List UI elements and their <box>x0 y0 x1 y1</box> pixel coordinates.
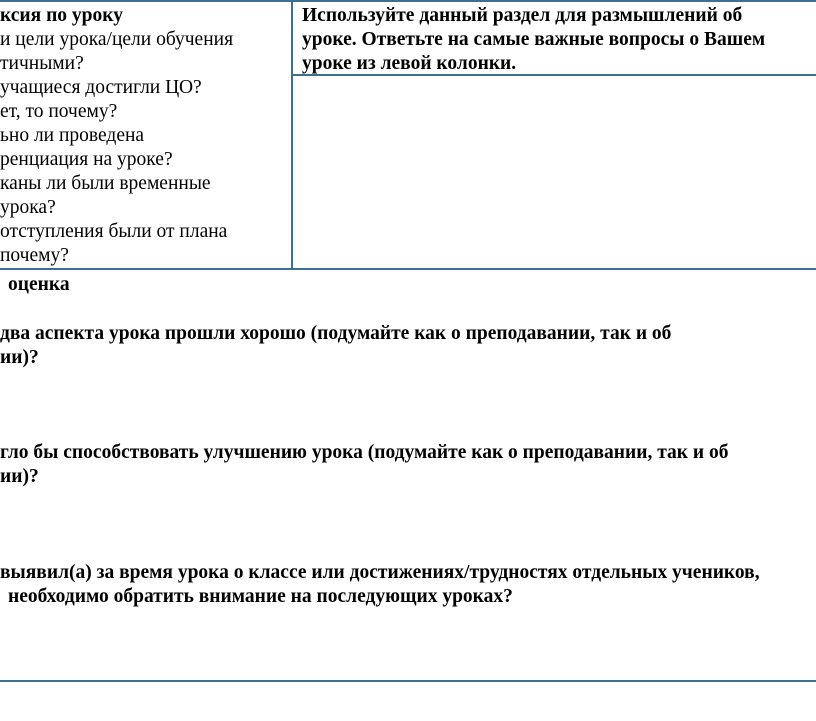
question-3-line-1: выявил(а) за время урока о классе или достижениях/трудностях отдельных учеников, <box>0 562 760 583</box>
question-1-line-1: два аспекта урока прошли хорошо (подумайте как о преподавании, так и об <box>0 323 672 344</box>
left-cell-line: учащиеся достигли ЦО? <box>0 77 202 98</box>
question-1-line-2: ии)? <box>0 347 39 368</box>
left-cell-line: тичными? <box>0 53 84 74</box>
section-bottom-border <box>0 680 816 682</box>
left-cell-line: и цели урока/цели обучения <box>0 29 234 50</box>
table-column-divider <box>291 0 293 270</box>
left-cell-line: урока? <box>0 197 56 218</box>
left-cell-line: ренциация на уроке? <box>0 149 173 170</box>
right-cell-line: Используйте данный раздел для размышлений об <box>302 5 743 26</box>
left-cell-line: ет, то почему? <box>0 101 118 122</box>
left-cell-line: каны ли были временные <box>0 173 211 194</box>
left-cell-line: почему? <box>0 245 69 266</box>
left-cell-heading: ксия по уроку <box>0 5 123 26</box>
section-title: оценка <box>8 274 70 295</box>
table-row-bottom-border <box>0 268 816 270</box>
right-cell-line: уроке. Ответьте на самые важные вопросы о Вашем <box>302 29 766 50</box>
question-2-line-2: ии)? <box>0 466 39 487</box>
left-cell-line: отступления были от плана <box>0 221 228 242</box>
table-top-border <box>0 0 816 2</box>
question-2-line-1: гло бы способствовать улучшению урока (подумайте как о преподавании, так и об <box>0 442 729 463</box>
right-cell-line: уроке из левой колонки. <box>302 53 517 74</box>
question-3-line-2: необходимо обратить внимание на последующих уроках? <box>8 586 513 607</box>
left-cell-line: ьно ли проведена <box>0 125 145 146</box>
